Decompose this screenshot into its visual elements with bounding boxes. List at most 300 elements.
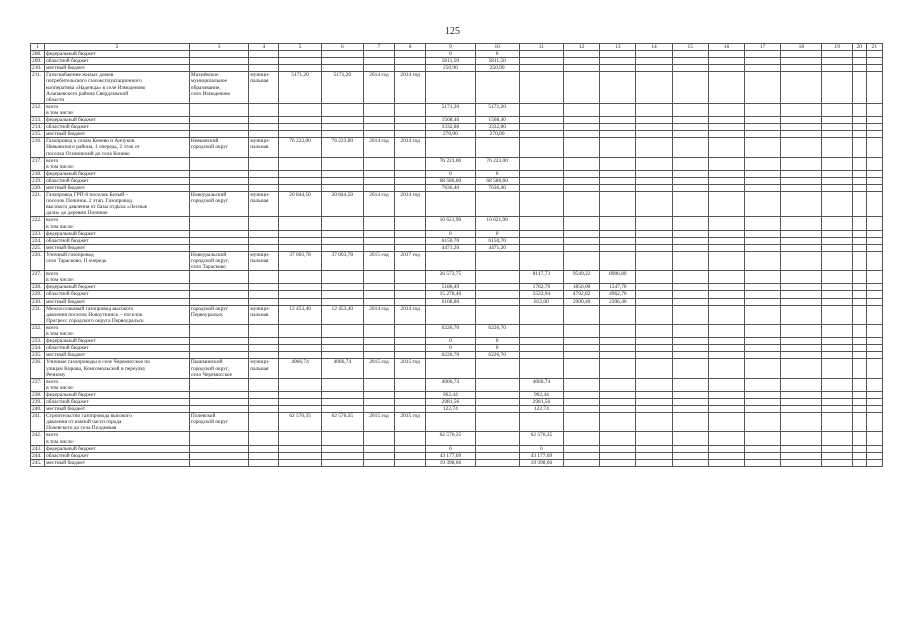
table-cell <box>279 291 321 298</box>
table-cell <box>672 391 708 398</box>
table-cell: 4066,74 <box>279 359 321 378</box>
table-cell: федеральный бюджет <box>45 170 190 177</box>
table-cell <box>321 51 363 58</box>
table-cell: 220. <box>31 184 45 191</box>
table-cell <box>600 445 636 452</box>
table-cell <box>475 72 519 103</box>
table-cell <box>189 51 248 58</box>
table-cell <box>519 184 563 191</box>
table-cell <box>745 131 781 138</box>
table-cell <box>564 192 600 217</box>
table-cell: 230. <box>31 298 45 305</box>
table-cell <box>321 459 363 466</box>
table-cell <box>279 432 321 445</box>
table-cell: всего в том числе: <box>45 324 190 337</box>
table-cell <box>564 391 600 398</box>
table-cell <box>866 170 882 177</box>
table-cell <box>781 459 822 466</box>
table-cell <box>249 237 279 244</box>
table-cell <box>279 157 321 170</box>
table-cell: 2014 год <box>363 192 394 217</box>
table-cell <box>189 230 248 237</box>
table-cell <box>852 230 866 237</box>
table-cell <box>363 459 394 466</box>
table-cell <box>426 251 475 270</box>
table-cell <box>189 391 248 398</box>
table-cell: 6226,70 <box>475 324 519 337</box>
table-cell <box>519 359 563 378</box>
table-cell <box>636 138 672 157</box>
table-cell <box>395 338 426 345</box>
table-cell <box>781 184 822 191</box>
table-cell <box>852 445 866 452</box>
table-cell <box>564 345 600 352</box>
table-cell: муници- пальная <box>249 359 279 378</box>
table-cell <box>395 391 426 398</box>
table-cell <box>519 237 563 244</box>
table-cell <box>395 58 426 65</box>
table-cell <box>600 51 636 58</box>
table-cell: 2015 год <box>363 251 394 270</box>
table-cell <box>279 352 321 359</box>
table-cell <box>781 230 822 237</box>
table-cell <box>866 58 882 65</box>
table-cell <box>564 459 600 466</box>
table-cell <box>321 244 363 251</box>
table-cell <box>519 251 563 270</box>
table-cell: 0 <box>426 445 475 452</box>
table-cell <box>279 177 321 184</box>
table-cell <box>866 452 882 459</box>
table-cell <box>708 459 744 466</box>
table-cell <box>781 305 822 324</box>
column-header-2: 2 <box>45 44 190 51</box>
table-cell <box>395 291 426 298</box>
table-cell: 270,00 <box>475 131 519 138</box>
table-cell <box>519 72 563 103</box>
table-cell: 6108,80 <box>426 298 475 305</box>
table-cell <box>708 432 744 445</box>
table-cell <box>564 131 600 138</box>
table-cell <box>600 237 636 244</box>
table-cell <box>866 459 882 466</box>
table-cell <box>866 124 882 131</box>
table-cell <box>249 432 279 445</box>
table-cell: всего в том числе: <box>45 103 190 116</box>
table-cell <box>395 124 426 131</box>
table-cell <box>852 324 866 337</box>
table-cell <box>852 432 866 445</box>
table-cell <box>249 184 279 191</box>
table-cell <box>852 184 866 191</box>
table-cell: Строительство газопровода высокого давления от южной части города Полевского до села Полдневая <box>45 413 190 432</box>
table-cell <box>781 432 822 445</box>
table-cell: 217. <box>31 157 45 170</box>
table-cell <box>636 271 672 284</box>
table-row <box>31 244 883 251</box>
table-cell: 6150,70 <box>426 237 475 244</box>
table-cell <box>708 192 744 217</box>
table-row <box>31 291 883 298</box>
table-cell: 5171,20 <box>321 72 363 103</box>
table-cell <box>475 305 519 324</box>
table-cell <box>852 305 866 324</box>
table-cell: 0 <box>475 51 519 58</box>
table-cell <box>395 398 426 405</box>
table-cell: 2015 год <box>395 413 426 432</box>
table-cell <box>564 378 600 391</box>
table-cell <box>866 51 882 58</box>
table-cell: всего в том числе: <box>45 432 190 445</box>
table-cell <box>672 298 708 305</box>
table-cell <box>475 359 519 378</box>
table-cell: 227. <box>31 271 45 284</box>
table-cell <box>852 157 866 170</box>
table-cell <box>600 124 636 131</box>
table-cell <box>822 72 852 103</box>
table-cell: 62 576,35 <box>321 413 363 432</box>
table-cell <box>564 352 600 359</box>
table-cell <box>636 251 672 270</box>
table-cell <box>395 406 426 413</box>
table-cell <box>672 177 708 184</box>
table-cell <box>249 284 279 291</box>
table-cell <box>189 459 248 466</box>
table-cell <box>672 271 708 284</box>
table-cell: 0 <box>426 170 475 177</box>
table-cell <box>519 58 563 65</box>
table-cell <box>321 58 363 65</box>
table-cell: областной бюджет <box>45 452 190 459</box>
table-cell <box>321 398 363 405</box>
table-cell <box>321 157 363 170</box>
table-cell: 8117,73 <box>519 271 563 284</box>
table-cell <box>564 177 600 184</box>
table-cell: 2014 год <box>363 72 394 103</box>
table-cell <box>519 117 563 124</box>
table-cell <box>395 324 426 337</box>
table-cell <box>708 298 744 305</box>
table-cell <box>866 177 882 184</box>
table-cell <box>564 338 600 345</box>
table-cell <box>745 51 781 58</box>
table-cell: муници- пальная <box>249 192 279 217</box>
table-cell <box>564 324 600 337</box>
table-cell <box>363 352 394 359</box>
table-cell <box>564 65 600 72</box>
table-cell <box>852 51 866 58</box>
table-cell <box>564 251 600 270</box>
table-cell <box>852 170 866 177</box>
table-cell <box>866 406 882 413</box>
table-cell <box>475 298 519 305</box>
table-cell <box>852 237 866 244</box>
table-cell <box>852 398 866 405</box>
table-cell <box>822 170 852 177</box>
table-cell <box>745 177 781 184</box>
table-cell <box>519 413 563 432</box>
table-cell <box>822 284 852 291</box>
table-cell <box>866 398 882 405</box>
table-cell <box>822 157 852 170</box>
table-cell: 8906,80 <box>600 271 636 284</box>
table-cell <box>519 103 563 116</box>
table-cell <box>395 117 426 124</box>
table-cell: 228. <box>31 284 45 291</box>
table-cell <box>822 291 852 298</box>
table-cell <box>189 324 248 337</box>
table-cell <box>822 117 852 124</box>
table-cell <box>866 217 882 230</box>
table-cell <box>249 124 279 131</box>
table-cell <box>600 230 636 237</box>
table-cell: Газоснабжение жилых домов потребительского газоэксплуатационного кооператива «Надежда» в селе Измоденово Алапаевского района Свердловской области <box>45 72 190 103</box>
table-cell <box>636 352 672 359</box>
table-cell <box>279 51 321 58</box>
table-cell: 962,44 <box>426 391 475 398</box>
column-header-16: 16 <box>708 44 744 51</box>
table-cell <box>636 170 672 177</box>
table-cell <box>866 131 882 138</box>
table-cell: 2017 год <box>395 251 426 270</box>
table-cell <box>708 124 744 131</box>
table-cell <box>600 138 636 157</box>
table-cell <box>866 345 882 352</box>
table-cell <box>321 271 363 284</box>
table-cell <box>822 338 852 345</box>
table-cell <box>745 230 781 237</box>
table-cell <box>279 170 321 177</box>
table-cell <box>279 445 321 452</box>
table-cell <box>745 157 781 170</box>
table-cell <box>564 413 600 432</box>
table-cell <box>672 452 708 459</box>
table-cell: 243. <box>31 445 45 452</box>
table-cell <box>781 124 822 131</box>
table-cell <box>395 184 426 191</box>
column-header-20: 20 <box>852 44 866 51</box>
table-cell <box>745 398 781 405</box>
table-cell <box>600 406 636 413</box>
table-cell <box>395 131 426 138</box>
table-cell <box>321 170 363 177</box>
table-cell: 0 <box>475 230 519 237</box>
table-cell <box>519 217 563 230</box>
table-cell <box>475 398 519 405</box>
table-cell <box>321 298 363 305</box>
column-header-3: 3 <box>189 44 248 51</box>
table-cell: 0 <box>426 338 475 345</box>
table-cell <box>822 359 852 378</box>
table-cell: 225. <box>31 244 45 251</box>
table-cell <box>866 237 882 244</box>
table-cell <box>745 445 781 452</box>
table-cell: 232. <box>31 324 45 337</box>
table-cell <box>636 65 672 72</box>
table-cell <box>189 445 248 452</box>
table-cell <box>672 378 708 391</box>
table-cell <box>866 244 882 251</box>
column-header-6: 6 <box>321 44 363 51</box>
table-cell <box>708 378 744 391</box>
column-header-17: 17 <box>745 44 781 51</box>
table-cell <box>600 217 636 230</box>
table-cell <box>395 459 426 466</box>
table-cell <box>852 406 866 413</box>
table-row <box>31 406 883 413</box>
table-cell <box>363 230 394 237</box>
table-cell: 5171,20 <box>475 103 519 116</box>
table-cell <box>781 192 822 217</box>
table-cell: 6226,70 <box>475 352 519 359</box>
table-cell <box>781 452 822 459</box>
table-cell <box>363 58 394 65</box>
table-cell <box>600 345 636 352</box>
table-cell: 1856,00 <box>564 284 600 291</box>
table-row <box>31 352 883 359</box>
table-cell <box>395 378 426 391</box>
table-cell <box>852 391 866 398</box>
table-cell: всего в том числе: <box>45 157 190 170</box>
table-cell <box>708 138 744 157</box>
table-cell <box>745 391 781 398</box>
budget-table <box>30 43 883 467</box>
table-cell <box>600 452 636 459</box>
table-cell <box>426 138 475 157</box>
table-cell: 76 223,00 <box>321 138 363 157</box>
table-cell <box>822 345 852 352</box>
table-cell: муници- пальная <box>249 305 279 324</box>
table-cell <box>249 131 279 138</box>
table-cell <box>519 338 563 345</box>
table-cell <box>745 124 781 131</box>
table-cell <box>475 391 519 398</box>
table-cell <box>636 452 672 459</box>
table-cell: 4066,74 <box>519 378 563 391</box>
table-row <box>31 138 883 157</box>
table-cell <box>852 72 866 103</box>
table-cell <box>781 217 822 230</box>
table-cell: Газопровод к селам Конево и Анчуков Невьянского района, 1 очередь, 2 этап от поселка Осиновский до села Конево <box>45 138 190 157</box>
table-cell <box>475 378 519 391</box>
table-cell: местный бюджет <box>45 352 190 359</box>
table-cell <box>822 398 852 405</box>
table-cell <box>321 103 363 116</box>
table-cell <box>249 413 279 432</box>
table-cell: 250,90 <box>475 65 519 72</box>
table-cell <box>852 117 866 124</box>
table-cell <box>866 359 882 378</box>
table-cell: 68 586,60 <box>426 177 475 184</box>
table-cell <box>781 177 822 184</box>
column-header-5: 5 <box>279 44 321 51</box>
table-cell <box>321 237 363 244</box>
table-cell <box>249 298 279 305</box>
table-cell <box>363 324 394 337</box>
table-cell <box>708 359 744 378</box>
table-cell <box>636 338 672 345</box>
table-cell <box>866 117 882 124</box>
table-cell: 210. <box>31 65 45 72</box>
column-header-14: 14 <box>636 44 672 51</box>
table-cell: 2981,56 <box>426 398 475 405</box>
table-cell <box>636 359 672 378</box>
table-cell: 1568,40 <box>475 117 519 124</box>
table-cell <box>745 352 781 359</box>
table-cell <box>363 157 394 170</box>
table-cell <box>564 452 600 459</box>
table-cell: 4471,20 <box>426 244 475 251</box>
table-cell <box>672 72 708 103</box>
table-cell: 62 576,35 <box>279 413 321 432</box>
table-row <box>31 184 883 191</box>
table-cell <box>672 58 708 65</box>
table-cell <box>189 271 248 284</box>
table-cell <box>321 432 363 445</box>
table-cell <box>475 432 519 445</box>
table-cell <box>279 131 321 138</box>
table-cell <box>822 251 852 270</box>
table-cell <box>321 324 363 337</box>
table-cell: 218. <box>31 170 45 177</box>
table-cell <box>745 345 781 352</box>
table-cell <box>363 177 394 184</box>
table-cell <box>363 432 394 445</box>
table-cell <box>321 65 363 72</box>
table-cell: 2014 год <box>395 305 426 324</box>
table-cell <box>363 298 394 305</box>
table-cell <box>636 291 672 298</box>
table-cell: областной бюджет <box>45 177 190 184</box>
table-cell: 5522,94 <box>519 291 563 298</box>
table-cell <box>745 452 781 459</box>
table-cell <box>395 352 426 359</box>
table-cell <box>745 271 781 284</box>
table-cell <box>672 184 708 191</box>
table-cell: 122,74 <box>426 406 475 413</box>
table-cell: 242. <box>31 432 45 445</box>
table-cell: 15 278,46 <box>426 291 475 298</box>
column-header-12: 12 <box>564 44 600 51</box>
table-cell <box>708 58 744 65</box>
column-header-4: 4 <box>249 44 279 51</box>
table-cell: 2981,56 <box>519 398 563 405</box>
table-cell <box>822 217 852 230</box>
table-cell <box>781 352 822 359</box>
table-cell: 2900,40 <box>564 298 600 305</box>
table-cell <box>564 237 600 244</box>
table-cell <box>866 378 882 391</box>
table-cell <box>249 51 279 58</box>
table-cell <box>781 271 822 284</box>
table-cell <box>189 284 248 291</box>
table-cell: 43 177,69 <box>426 452 475 459</box>
table-cell <box>279 298 321 305</box>
table-cell <box>745 72 781 103</box>
table-cell <box>249 406 279 413</box>
table-cell <box>519 177 563 184</box>
table-cell <box>395 177 426 184</box>
table-cell: 20 844,50 <box>321 192 363 217</box>
table-cell <box>745 298 781 305</box>
budget-table-container <box>30 43 883 467</box>
table-cell <box>822 305 852 324</box>
table-cell <box>189 298 248 305</box>
table-cell <box>189 131 248 138</box>
table-cell <box>600 103 636 116</box>
table-cell: 76 223,00 <box>279 138 321 157</box>
table-row <box>31 124 883 131</box>
